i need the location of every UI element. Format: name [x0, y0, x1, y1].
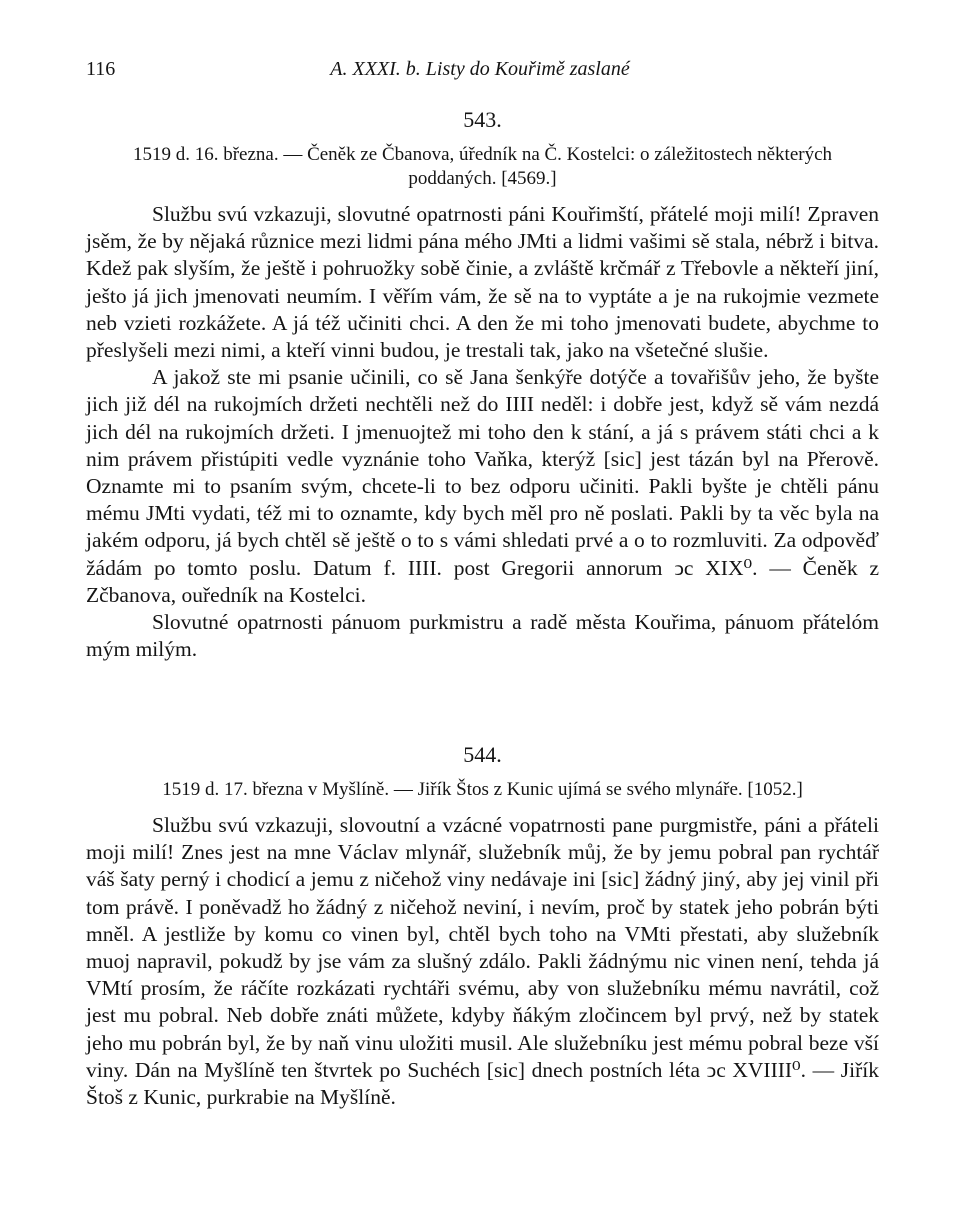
document-544 [86, 740, 879, 1111]
letter-address: Slovutné opatrnosti pánuom purkmistru a radě města Kouřima, pánuom přátelóm mým milým. [86, 610, 879, 662]
document-regest: 1519 d. 16. března. — Čeněk ze Čbanova, úředník na Č. Kostelci: o záležitostech některých poddaných. [4569.] [132, 144, 833, 189]
document-543 [86, 105, 879, 663]
document-regest: 1519 d. 17. března v Myšlíně. — Jiřík Štos z Kunic ujímá se svého mlynáře. [1052.] [162, 779, 803, 800]
document-number: 543. [463, 107, 502, 132]
letter-paragraph: Službu svú vzkazuji, slovoutní a vzácné vopatrnosti pane purgmistře, páni a přáteli moji milí! Znes jest na mne Václav mlynář, služebník můj, že by jemu pobral pan rychtář váš šaty perný i chodicí a jemu z ničehož viny nedávaje ini [sic] žádný jiný, aby jej vinil při tom právě. I poněvadž ho žádný z ničehož neviní, i nevím, proč by statek jeho pobrán býti mněl. A jestliže by komu co vinen byl, chtěl bych toho na VMti přestati, aby služebník muoj napravil, pokudž by jse vám za slušný zdálo. Pakli žádnýmu nic vinen není, tehda já VMtí prosím, že ráčíte rozkázati rychtáři svému, aby von služebníku mému navrátil, což jest mu pobral. Neb dobře znáti můžete, kdyby ňákým zločincem byl prvý, než by statek jeho mu pobrán byl, že by naň vinu uložiti musil. Ale služebníku jest mému pobral beze vší viny. Dán na Myšlíně ten štvrtek po Suchéch [sic] dnech postních léta ↄc XVIIII⁰. — Jiřík Štoš z Kunic, purkrabie na Myšlíně. [86, 813, 879, 1110]
running-header [86, 58, 874, 88]
page-number: 116 [86, 58, 116, 80]
letter-paragraph: Službu svú vzkazuji, slovutné opatrnosti páni Kouřimští, přátelé moji milí! Zpraven jsěm, že by nějaká různice mezi lidmi pána mého JMti a lidmi vašimi sě stala, nébrž i bitva. Kdež pak slyším, že ještě i pohruožky sobě činie, a zvláště krčmář z Třebovle a někteří jiní, ješto já jich jmenovati neumím. I věřím vám, že sě na to vyptáte a je na rukojmie vezmete neb vzieti rozkážete. A já též učiniti chci. A den že mi toho jmenovati budete, abychme to přeslyšeli mezi nimi, a kteří vinni budou, je trestali tak, jako na všetečné slušie. [86, 202, 879, 363]
letter-paragraph: A jakož ste mi psanie učinili, co sě Jana šenkýře dotýče a tovařišův jeho, že byšte jich již dél na rukojmích držeti nechtěli než do IIII neděl: i dobře jest, když sě vám nezdá jich dél na rukojmích držeti. I jmenuojtež mi toho den k stání, a já s právem státi chci a k nim právem přistúpiti vedle vyznánie toho Vaňka, kterýž [sic] jest tázán byl na Přerově. Oznamte mi to psaním svým, chcete-li to bez odporu učiniti. Pakli byšte je chtěli pánu mému JMti vydati, též mi to oznamte, kdy bych měl pro ně poslati. Pakli by ta věc byla na jakém odporu, já bych chtěl sě ještě o to s vámi shledati prvé a o to rozmluviti. Za odpověď žádám po tomto poslu. Datum f. IIII. post Gregorii annorum ↄc XIX⁰. — Čeněk z Zčbanova, ouředník na Kostelci. [86, 365, 879, 607]
running-title: A. XXXI. b. Listy do Kouřimě zaslané [330, 58, 630, 80]
document-number: 544. [463, 742, 502, 767]
